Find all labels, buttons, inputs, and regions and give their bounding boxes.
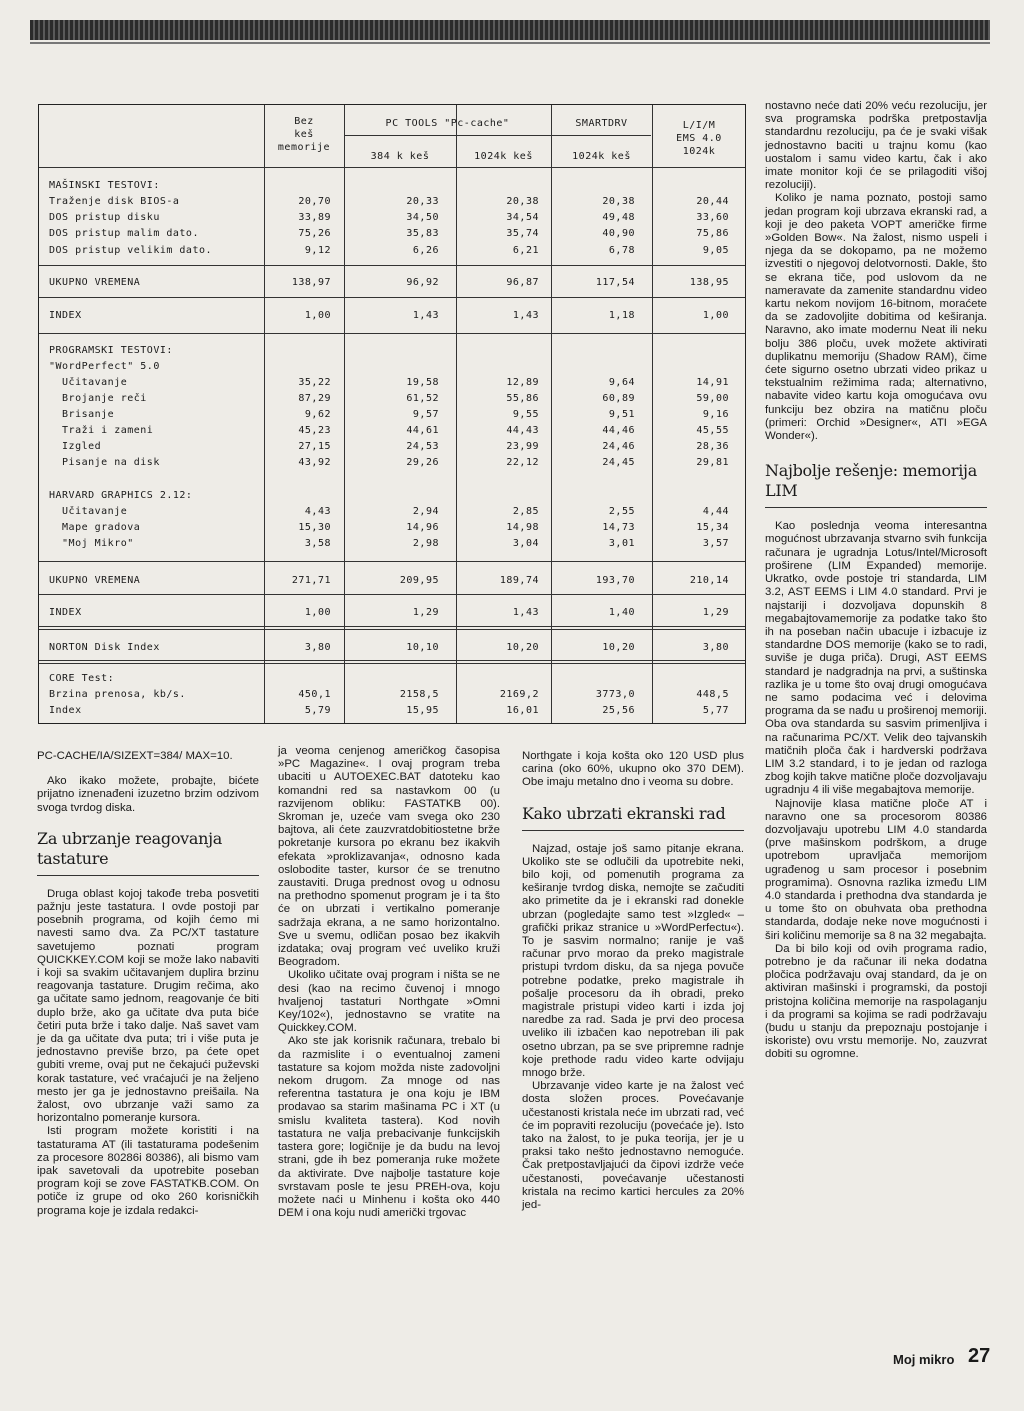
table-cell: 5,77 <box>702 705 729 716</box>
table-row-label: DOS pristup disku <box>49 212 160 223</box>
table-cell: 210,14 <box>689 575 729 586</box>
table-cell: 189,74 <box>499 575 539 586</box>
table-cell: 87,29 <box>298 393 331 404</box>
table-cell: 20,70 <box>298 196 331 207</box>
table-cell: 14,73 <box>602 522 635 533</box>
table-cell: 1,00 <box>304 310 331 321</box>
table-cell: 28,36 <box>696 441 729 452</box>
table-row-label: Index <box>49 705 82 716</box>
table-cell: 1,40 <box>608 607 635 618</box>
paragraph: Ukoliko učitate ovaj program i ništa se ne desi (kao na recimo čuvenoj i mnogo hvaljenoj tastaturi Northgate »Omni Key/102«), jednostavno se vratite na Quickkey.COM. <box>278 969 500 1035</box>
table-cell: 193,70 <box>595 575 635 586</box>
table-cell: 1,00 <box>702 310 729 321</box>
header-pctools-384: 384 k keš <box>370 151 430 162</box>
table-cell: 61,52 <box>406 393 439 404</box>
table-cell: 15,34 <box>696 522 729 533</box>
table-cell: 2169,2 <box>499 689 539 700</box>
header-bez: Bez keš memorije <box>277 116 331 153</box>
table-cell: 15,30 <box>298 522 331 533</box>
table-row-label: DOS pristup velikim dato. <box>49 245 213 256</box>
table-cell: 3,57 <box>702 538 729 549</box>
header-smartdrv-1024: 1024k keš <box>572 151 631 162</box>
table-cell: 138,97 <box>291 277 331 288</box>
table-cell: 2,98 <box>412 538 439 549</box>
paragraph: Najnovije klasa matične ploče AT i naravno one sa procesorom 80386 dozvoljavaju upotrebu LIM 4.0 standarda (prve mašinskom podrškom, a druge upotrebom upravljača memorijom ugrađenog u sam procesor i posebnim programima). Osnovna razlika između LIM 4.0 standarda i prethodna dva standarda je u tome što on obuhvata oba prethodna standarda, dodaje neke nove mogućnosti i širi količinu memorije sa 8 na 32 megabajta. <box>765 797 987 942</box>
table-cell: 209,95 <box>399 575 439 586</box>
text-column-2 <box>278 745 500 1220</box>
table-cell: 1,43 <box>512 310 539 321</box>
table-row-label: HARVARD GRAPHICS 2.12: <box>49 490 193 501</box>
table-cell: 60,89 <box>602 393 635 404</box>
table-cell: 24,45 <box>602 457 635 468</box>
table-row-label: Izgled <box>49 441 102 452</box>
table-cell: 9,16 <box>702 409 729 420</box>
section-heading: Najbolje rešenje: memorija LIM <box>765 461 987 508</box>
table-cell: 2,55 <box>608 506 635 517</box>
table-cell: 3,01 <box>608 538 635 549</box>
table-cell: 9,55 <box>512 409 539 420</box>
table-cell: 3,58 <box>304 538 331 549</box>
table-cell: 4,44 <box>702 506 729 517</box>
header-pctools: PC TOOLS "Pc-cache" <box>385 118 510 129</box>
paragraph: ja veoma cenjenog američkog časopisa »PC Magazine«. I ovaj program treba ubaciti u AUTOEXEC.BAT datoteku kao komandni red sa nastavkom 00 (u razvijenom obliku: FASTATKB 00). Skroman je, uzeće vam svega oko 230 bajtova, ali ćete zauzvratdobitiostetne brže pokretanje kursora po ekranu bez ikakvih efekata »proklizavanja«, odnosno kada oslobodite taster, kursor će se trenutno zaustaviti. Druga prednost ovog u odnosu na prethodno spomenut program je i ta što će on ubrzati i vertikalno pomeranje sadržaja ekrana, a ne samo horizontalno. Sve u svemu, odličan posao bez ikakvih izdataka; ovaj program već uveliko kruži Beogradom. <box>278 745 500 969</box>
table-cell: 24,46 <box>602 441 635 452</box>
header-bar <box>30 20 990 40</box>
table-cell: 3773,0 <box>595 689 635 700</box>
table-cell: 6,78 <box>608 245 635 256</box>
table-row-label: DOS pristup malim dato. <box>49 228 199 239</box>
table-cell: 20,38 <box>602 196 635 207</box>
table-cell: 40,90 <box>602 228 635 239</box>
table-cell: 24,53 <box>406 441 439 452</box>
table-cell: 96,92 <box>406 277 439 288</box>
table-cell: 14,96 <box>406 522 439 533</box>
table-cell: 9,62 <box>304 409 331 420</box>
paragraph: Northgate i koja košta oko 120 USD plus carina (oko 60%, ukupno oko 370 DEM). Obe imaju metalno dno i veoma su dobre. <box>522 750 744 789</box>
page-number: 27 <box>968 1345 991 1367</box>
table-row-label: PROGRAMSKI TESTOVI: <box>49 345 173 356</box>
table-cell: 44,46 <box>602 425 635 436</box>
table-cell: 1,18 <box>608 310 635 321</box>
table-cell: 44,61 <box>406 425 439 436</box>
table-cell: 20,33 <box>406 196 439 207</box>
table-cell: 1,43 <box>512 607 539 618</box>
table-row-label: Učitavanje <box>49 377 128 388</box>
paragraph: Ako ikako možete, probajte, bićete prijatno iznenađeni izuzetno brzim odzivom svoga tvrdog diska. <box>37 775 259 814</box>
table-cell: 4,43 <box>304 506 331 517</box>
table-cell: 96,87 <box>506 277 539 288</box>
paragraph: Druga oblast kojoj takođe treba posvetiti pažnju jeste tastatura. I ovde postoji par posebnih programa, od kojih ćemo mi navesti samo dva. Za PC/XT tastature savetujemo poznati program QUICKKEY.COM koji se može lako nabaviti i koji sa svakim učitavanjem duplira brzinu reagovanja tastature. Drugim rečima, ako ga učitate samo jednom, reagovanje će biti duplo brže, ako ga učitate dva puta biće četiri puta brže i tako dalje. Naš savet vam je da ga učitate dva puta; tri i više puta je jednostavno previše brzo, pa ćete opet gubiti vreme, ovaj put ne čekajući puževski korak tastature, već vraćajući je na željeno mesto jer ga je jednostavno preišaila. Na žalost, ovo ubrzanje važi samo za horizontalno pomeranje kursora. <box>37 887 259 1125</box>
table-cell: 1,00 <box>304 607 331 618</box>
table-cell: 29,81 <box>696 457 729 468</box>
table-cell: 10,20 <box>602 642 635 653</box>
table-cell: 9,57 <box>412 409 439 420</box>
table-cell: 27,15 <box>298 441 331 452</box>
paragraph: Kao poslednja veoma interesantna mogućnost ubrzavanja stvarno svih funkcija računara je ugradnja Lotus/Intel/Microsoft proširene (LIM Expanded) memorije. Ukratko, ovde postoje tri standarda, LIM 3.2, AST EEMS i LIM 4.0 standard. Prvi je najstariji i dozvoljava dopunskih 8 megabajtovamemorije za podatke tako što ih na poseban način ubacuje i izbacuje iz standardne DOS memorije (kako se to radi, suviše je duga priča). Drugi, AST EEMS standard je nadgradnja na prvi, a suštinska razlika je u tome što ovaj drugi omogućava ne samo podacima već i delovima programa da se nađu u proširenoj memoriji. Oba ova standarda su sasvim primenljiva i na računarima PC/XT. Velik deo tajvanskih matičnih ploča čak i hardverski podržava LIM 3.2 standard, i to je jedan od razloga zbog kojih takve matične ploče dozvoljavaju ugradnju 4 ili više megabajtova memorije. <box>765 520 987 797</box>
table-cell: 6,26 <box>412 245 439 256</box>
table-row-label: MAŠINSKI TESTOVI: <box>49 180 160 191</box>
table-cell: 3,04 <box>512 538 539 549</box>
header-pctools-1024: 1024k keš <box>474 151 533 162</box>
table-cell: 10,10 <box>406 642 439 653</box>
table-row-label: Učitavanje <box>49 506 128 517</box>
table-cell: 75,26 <box>298 228 331 239</box>
table-cell: 9,64 <box>608 377 635 388</box>
table-row-label: "WordPerfect" 5.0 <box>49 361 160 372</box>
table-cell: 3,80 <box>702 642 729 653</box>
table-cell: 35,74 <box>506 228 539 239</box>
table-row-label: Brisanje <box>49 409 115 420</box>
table-cell: 49,48 <box>602 212 635 223</box>
table-cell: 2,85 <box>512 506 539 517</box>
paragraph: PC-CACHE/IA/SIZEXT=384/ MAX=10. <box>37 750 233 762</box>
table-cell: 16,01 <box>506 705 539 716</box>
table-row-label: "Moj Mikro" <box>49 538 134 549</box>
table-cell: 5,79 <box>304 705 331 716</box>
table-cell: 35,83 <box>406 228 439 239</box>
table-cell: 45,55 <box>696 425 729 436</box>
table-cell: 35,22 <box>298 377 331 388</box>
magazine-name: Moj mikro <box>893 1352 955 1367</box>
table-cell: 450,1 <box>298 689 331 700</box>
table-cell: 9,12 <box>304 245 331 256</box>
table-cell: 59,00 <box>696 393 729 404</box>
table-cell: 2158,5 <box>399 689 439 700</box>
table-cell: 9,51 <box>608 409 635 420</box>
paragraph: Koliko je nama poznato, postoji samo jedan program koji ubrzava ekranski rad, a koji je deo paketa VOPT američke firme »Golden Bow«. Na žalost, nismo uspeli i njega da se dokopamo, pa ne možemo izvestiti o njegovoj delotvornosti. Dakle, što se ekrana tiče, pod uslovom da ne nameravate da zamenite standardnu video kartu nekom novijom 16-bitnom, moraćete da se zadovoljite dobitima od keširanja. Naravno, ako imate modernu Neat ili neku bolju 386 ploču, uvek možete aktivirati duplikatnu memoriju (Shadow RAM), čime ćete sigurno osetno ubrzati video prikaz u tekstualnim režimima rada; alternativno, nabavite video kartu koja omogućava ovu funkciju bez obzira na matičnu ploču (primeri: Orchid »Designer«, ATI »EGA Wonder«). <box>765 192 987 443</box>
table-row-label: Pisanje na disk <box>49 457 160 468</box>
table-cell: 1,43 <box>412 310 439 321</box>
table-cell: 12,89 <box>506 377 539 388</box>
table-cell: 20,38 <box>506 196 539 207</box>
text-column-1 <box>37 750 259 1218</box>
table-cell: 29,26 <box>406 457 439 468</box>
table-cell: 9,05 <box>702 245 729 256</box>
text-column-3 <box>522 750 744 1212</box>
header-rule <box>30 42 990 44</box>
table-row-label: UKUPNO VREMENA <box>49 575 141 586</box>
table-row-label: NORTON Disk Index <box>49 642 160 653</box>
header-smartdrv: SMARTDRV <box>575 118 628 129</box>
paragraph: Ako ste jak korisnik računara, trebalo bi da razmislite i o eventualnoj zameni tastature sa kojom možda niste zadovoljni nekom drugom. Za mnoge od nas referentna tastatura je ona koju je IBM prodavao sa starim mašinama PC i XT (u smislu kvaliteta tastera). Kod novih tastatura ne valja prebacivanje funkcijskih tastera gore; logičnije je da budu na levoj strani, gde ih bez pomeranja ruke možete da aktivirate. Dve najbolje tastature koje svrstavam posle te jesu PREH-ova, koju možete naći u Minhenu i košta oko 440 DEM i ona koju nudi američki trgovac <box>278 1035 500 1220</box>
table-cell: 25,56 <box>602 705 635 716</box>
text-column-4 <box>765 100 987 1062</box>
section-heading: Kako ubrzati ekranski rad <box>522 804 744 831</box>
table-cell: 3,80 <box>304 642 331 653</box>
benchmark-table <box>38 104 746 724</box>
table-cell: 20,44 <box>696 196 729 207</box>
table-row-label: UKUPNO VREMENA <box>49 277 141 288</box>
table-cell: 43,92 <box>298 457 331 468</box>
table-cell: 448,5 <box>696 689 729 700</box>
table-cell: 19,58 <box>406 377 439 388</box>
table-cell: 14,98 <box>506 522 539 533</box>
table-cell: 1,29 <box>702 607 729 618</box>
table-cell: 14,91 <box>696 377 729 388</box>
table-cell: 45,23 <box>298 425 331 436</box>
table-cell: 15,95 <box>406 705 439 716</box>
paragraph: Da bi bilo koji od ovih programa radio, potrebno je da računar ili neka dodatna pločica podržavaju ovaj standard, da je on aktiviran mašinski i programski, da postoji pristojna količina memorije na raspolaganju i da programi sa kojima se radi podržavaju (budu u stanju da prepoznaju postojanje i iskoriste) ovu vrstu memorije. No, zauzvrat dobiti su ogromne. <box>765 942 987 1061</box>
table-row-label: INDEX <box>49 607 82 618</box>
table-cell: 271,71 <box>291 575 331 586</box>
table-cell: 34,50 <box>406 212 439 223</box>
table-cell: 117,54 <box>595 277 635 288</box>
section-heading: Za ubrzanje reagovanja tastature <box>37 829 259 876</box>
table-row-label: Mape gradova <box>49 522 141 533</box>
table-cell: 23,99 <box>506 441 539 452</box>
table-cell: 22,12 <box>506 457 539 468</box>
table-row-label: Traži i zameni <box>49 425 154 436</box>
table-cell: 75,86 <box>696 228 729 239</box>
table-cell: 6,21 <box>512 245 539 256</box>
header-lim: L/I/M EMS 4.0 1024k <box>676 120 722 157</box>
table-cell: 2,94 <box>412 506 439 517</box>
table-cell: 1,29 <box>412 607 439 618</box>
paragraph: Najzad, ostaje još samo pitanje ekrana. Ukoliko ste se odlučili da upotrebite neki, bilo koji, od pomenutih programa za keširanje tvrdog diska, nemojte se začuditi ako primetite da je i ekranski rad donekle ubrzan (pogledajte samo test »Izgled« – grafički prikaz stranice u »WordPerfectu«). To je sasvim normalno; ranije je vaš računar prvo morao da preko magistrale pristupi tvrdom disku, da sa njega povuče potrebne podatke, preko magistrale ih pošalje procesoru da ih obradi, preko magistrale pristupi video karti i izda joj naredbe za rad. Sada je prvi deo procesa uveliko ili izbačen kao nepotreban ili pak osetno ubrzan, pa se sve pripremne radnje koje prethode radu video karte odvijaju mnogo brže. <box>522 842 744 1080</box>
table-cell: 33,60 <box>696 212 729 223</box>
table-cell: 34,54 <box>506 212 539 223</box>
paragraph: Ubrzavanje video karte je na žalost već dosta složen proces. Povećavanje učestanosti kristala neće im ubrzati rad, već će im popraviti rezoluciju (povećaće je). Isto tako na žalost, to je puka teorija, jer je u praksi tako nešto jednostavno nemoguće. Čak pretpostavljajući da čipovi izdrže veće učestanosti, povećavanje učestanosti kristala na recimo kartici hercules za 20% jed- <box>522 1080 744 1212</box>
table-row-label: Traženje disk BIOS-a <box>49 196 180 207</box>
table-cell: 10,20 <box>506 642 539 653</box>
paragraph: nostavno neće dati 20% veću rezoluciju, jer sva programska podrška pretpostavlja standardnu rezoluciju, pa će je svaki višak jednostavno baciti u trajnu komu (kao uostalom i samu video kartu, čak i ako imate monitor koji će se prilagoditi višoj rezoluciji). <box>765 100 987 192</box>
table-row-label: Brzina prenosa, kb/s. <box>49 689 186 700</box>
table-cell: 44,43 <box>506 425 539 436</box>
table-row-label: INDEX <box>49 310 82 321</box>
table-cell: 33,89 <box>298 212 331 223</box>
paragraph: Isti program možete koristiti i na tastaturama AT (ili tastaturama podešenim za procesore 80286i 80386), ali bismo vam ipak savetovali da upotrebite poseban program koji se zove FASTATKB.COM. On potiče iz grupe od oko 260 korisničkih programa koje je izdala redakci- <box>37 1125 259 1217</box>
table-row-label: Brojanje reči <box>49 393 147 404</box>
table-row-label: CORE Test: <box>49 673 115 684</box>
table-cell: 55,86 <box>506 393 539 404</box>
table-cell: 138,95 <box>689 277 729 288</box>
